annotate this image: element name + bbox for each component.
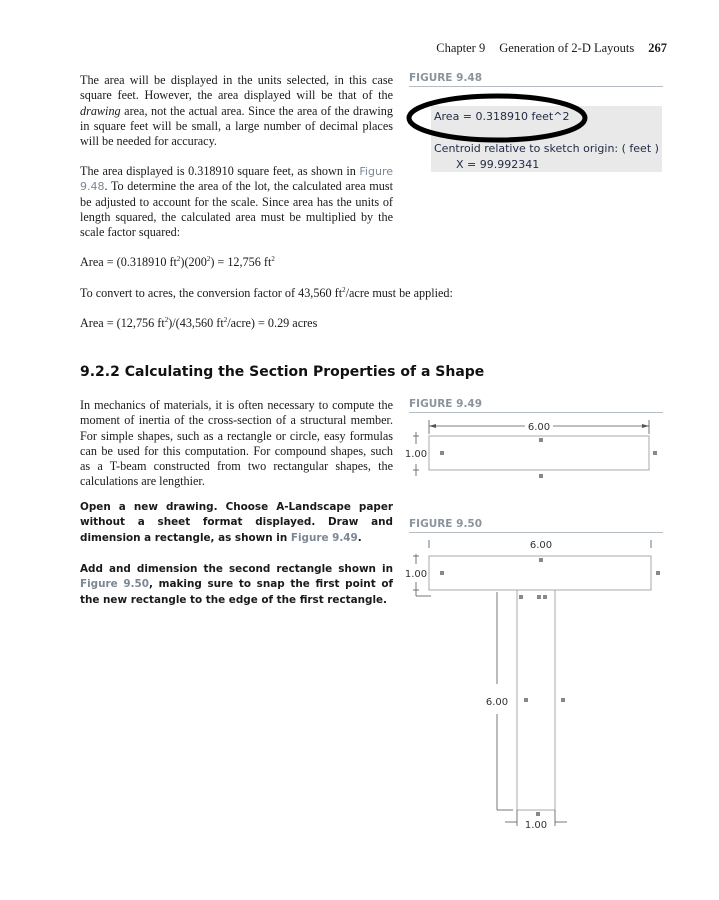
page-number: 267 — [648, 41, 667, 55]
highlight-ellipse — [405, 92, 605, 148]
instr2-text-b: , making sure to snap the first point of the new rectangle to the edge of the first rectangle. — [80, 578, 394, 606]
figure-9-50-drawing — [405, 534, 665, 832]
width-dimension-label: 6.00 — [527, 422, 551, 433]
instr1-text-a: Open a new drawing. Choose A-Landscape paper without a sheet format displayed. Draw and dimension a rectangle, as shown in — [80, 501, 393, 544]
instruction-new-drawing — [80, 500, 393, 546]
height-dimension-label: 1.00 — [405, 449, 428, 460]
figure-9-49-link[interactable]: Figure 9.49 — [290, 531, 358, 544]
para1-text-b: area, not the actual area. Since the area of the drawing in square feet will be small, a large number of decimal places will be needed for accuracy. — [80, 103, 393, 149]
equation-area-scaled: Area = (0.318910 $ft^2)(200^2) = 12,756$ $ft^2$ — [80, 255, 275, 270]
stem-height-dimension-label: 6.00 — [485, 697, 509, 708]
paragraph-area-displayed — [80, 164, 393, 240]
paragraph-convert-acres: To convert to acres, the conversion factor of 43,560 $ft^2$/acre must be applied: — [80, 286, 453, 301]
top-width-dimension-label: 6.00 — [529, 540, 553, 551]
area-readout: Area = 0.318910 feet^2 — [434, 110, 570, 123]
figure-9-48-link[interactable]: Figure 9.48 — [80, 165, 393, 194]
chapter-title: Generation of 2-D Layouts — [499, 41, 635, 55]
running-header — [436, 41, 667, 56]
para1-emphasis: drawing — [80, 103, 121, 118]
stem-width-dimension-label: 1.00 — [524, 820, 548, 831]
figure-9-49-drawing — [405, 414, 665, 490]
figure-9-48-label: FIGURE 9.48 — [409, 72, 663, 87]
centroid-readout: Centroid relative to sketch origin: ( feet ) — [434, 142, 659, 155]
figure-9-50-link[interactable]: Figure 9.50 — [80, 578, 149, 591]
equation-acres: Area = (12,756 $ft^2)/(43,560$ $ft^2/acre) = 0.29$ acres — [80, 316, 318, 331]
chapter-number: Chapter 9 — [436, 41, 486, 55]
figure-9-50-label: FIGURE 9.50 — [409, 518, 663, 533]
para2-text-a: The area displayed is 0.318910 square feet, as shown in — [80, 164, 360, 178]
instr1-text-b: . — [357, 531, 362, 544]
para4-text: In mechanics of materials, it is often necessary to compute the moment of inertia of the cross-section of a structural member. For simple shapes, such as a rectangle or circle, easy formulas can be used for this computation. For compound shapes, such as a T-beam constructed from two rectangular shapes, the calculations are lengthier. — [80, 398, 393, 489]
section-heading: 9.2.2 Calculating the Section Properties of a Shape — [80, 364, 485, 380]
instr2-text-a: Add and dimension the second rectangle shown in — [80, 563, 393, 575]
para2-text-b: . To determine the area of the lot, the calculated area must be adjusted to account for the scale. Since area has the units of length squared, the calculated area must be multiplied by the scale factor squared: — [80, 179, 393, 240]
figure-9-49-label: FIGURE 9.49 — [409, 398, 663, 413]
paragraph-section-properties — [80, 398, 393, 490]
para1-text-a: The area will be displayed in the units selected, in this case square feet. However, the area displayed will be that of the — [80, 73, 393, 103]
paragraph-area-units — [80, 73, 393, 149]
centroid-x-readout: X = 99.992341 — [456, 158, 540, 171]
instruction-second-rectangle — [80, 562, 393, 608]
flange-height-dimension-label: 1.00 — [405, 569, 428, 580]
